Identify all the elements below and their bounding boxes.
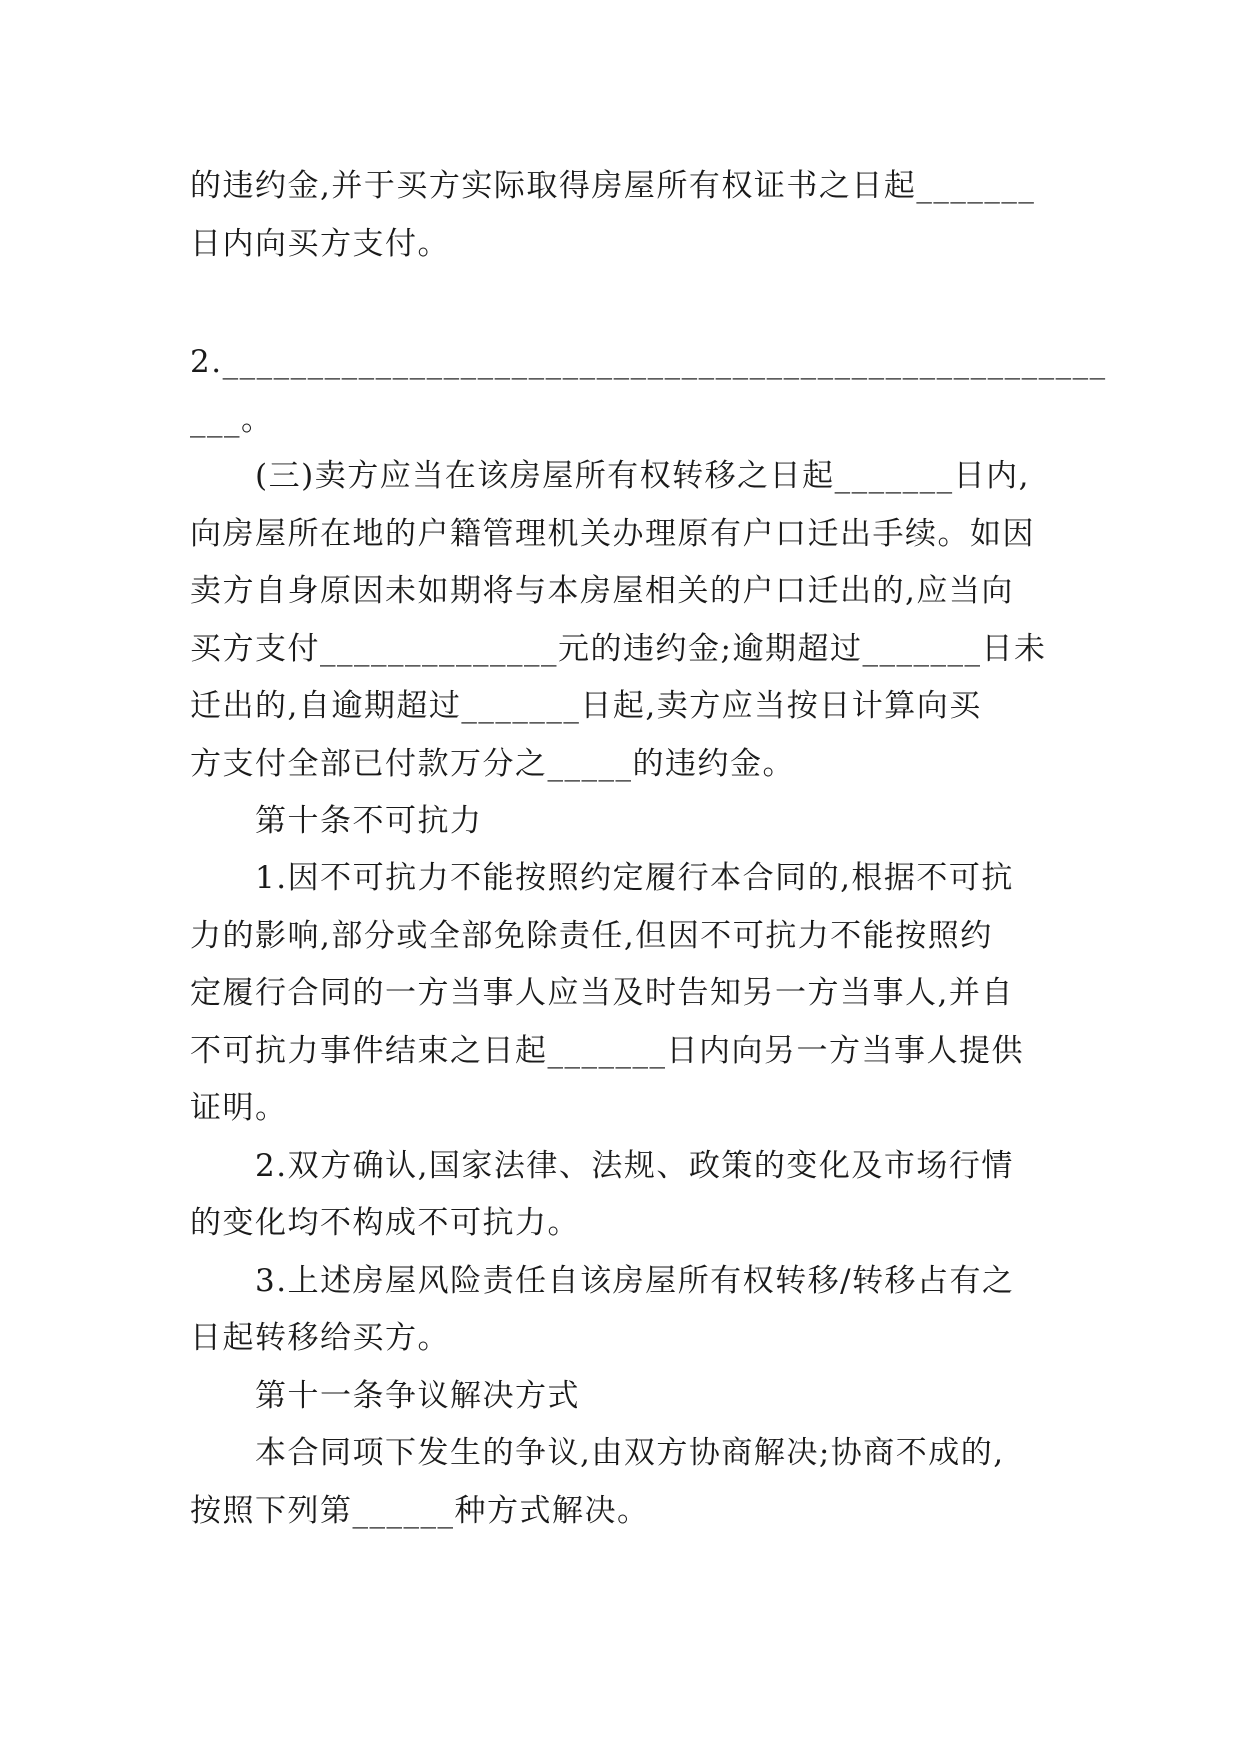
text-line: 的变化均不构成不可抗力。 [190,1205,580,1241]
text-line: 按照下列第______种方式解决。 [190,1493,650,1529]
text-line: 1.因不可抗力不能按照约定履行本合同的,根据不可抗 [255,860,1014,896]
text-line: 力的影响,部分或全部免除责任,但因不可抗力不能按照约 [190,918,993,954]
text-line: 卖方自身原因未如期将与本房屋相关的户口迁出的,应当向 [190,573,1014,609]
text-line: 不可抗力事件结束之日起_______日内向另一方当事人提供 [190,1033,1024,1069]
text-line: (三)卖方应当在该房屋所有权转移之日起_______日内, [255,458,1031,494]
text-line: 买方支付______________元的违约金;逾期超过_______日未 [190,631,1047,667]
text-line: 日起转移给买方。 [190,1320,450,1356]
text-line: 本合同项下发生的争议,由双方协商解决;协商不成的, [255,1435,1005,1471]
text-line: 的违约金,并于买方实际取得房屋所有权证书之日起_______ [190,168,1036,204]
section-heading: 第十一条争议解决方式 [255,1378,580,1414]
text-line: 定履行合同的一方当事人应当及时告知另一方当事人,并自 [190,975,1014,1011]
text-line: 证明。 [190,1090,288,1126]
text-line: 迁出的,自逾期超过_______日起,卖方应当按日计算向买 [190,688,982,724]
text-line: ___。 [190,402,274,438]
text-line: 2.双方确认,国家法律、法规、政策的变化及市场行情 [255,1148,1014,1184]
text-line: 3.上述房屋风险责任自该房屋所有权转移/转移占有之 [255,1263,1015,1299]
text-line: 方支付全部已付款万分之_____的违约金。 [190,746,795,782]
text-line: 日内向买方支付。 [190,226,450,262]
section-heading: 第十条不可抗力 [255,803,483,839]
text-line: 2.____________________________________________________ [190,344,1107,380]
text-line: 向房屋所在地的户籍管理机关办理原有户口迁出手续。如因 [190,516,1035,552]
